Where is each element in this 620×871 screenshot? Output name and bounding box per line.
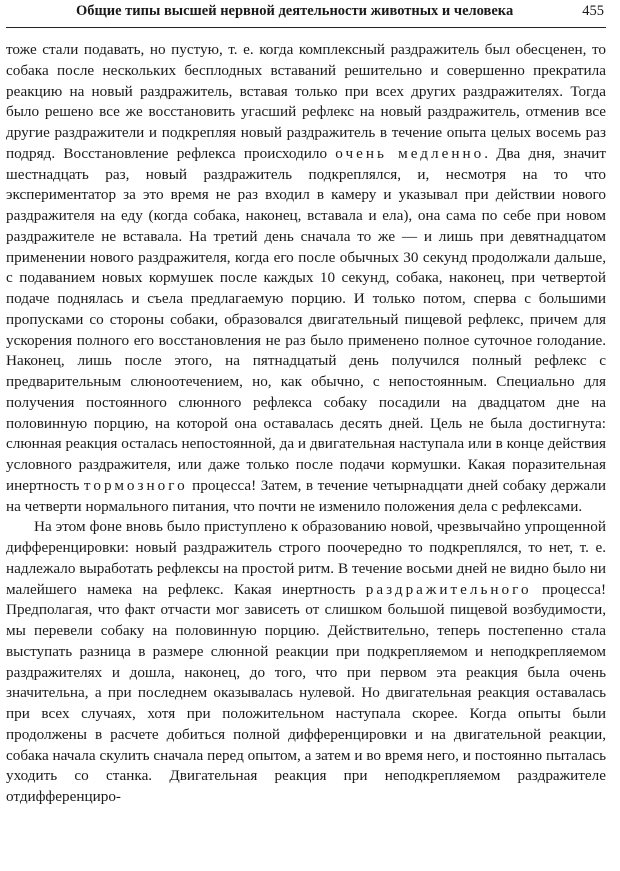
emphasis-spaced-excitatory: раздражительного <box>365 580 532 598</box>
emphasis-spaced-very-slowly: очень медленно <box>335 144 485 162</box>
paragraph-1-text-cont: . Два дня, значит шестнадцать раз, новый раздражитель подкреплялся, и, несмотря на то что экспериментатор за это время не раз входил в камеру и указывал при действии нового раздражителя на еду (когда собака, наконец, вставала и ела), она сама по себе при новом раздражителе не вставала. На третий день сначала то же — и лишь при девятнадцатом применении нового раздражителя, когда его после обычных 30 секунд продолжали дальше, с подаванием новых кормушек после каждых 10 секунд, собака, наконец, при четвертой подаче поднялась и съела предлагаемую порцию. И только потом, сперва с большими пропусками со стороны собаки, образовался двигательный пищевой рефлекс, причем для ускорения полного его восстановления не раз было применено полное суточное голодание. Наконец, лишь после этого, на пятнадцатый день получился полный рефлекс с предварительным слюноотечением, но, как обычно, с непостоянным. Специально для получения постоянного слюнного рефлекса собаку посадили на двадцатом дне на половинную порцию, на которой она оставалась десять дней. Цель не была достигнута: слюнная реакция осталась непостоянной, да и двигательная наступала или в конце действия условного раздражителя, или даже только после подачи кормушки. Какая поразительная инертность <box>6 144 607 494</box>
paragraph-2 <box>6 517 606 808</box>
paragraph-1 <box>6 40 606 517</box>
emphasis-spaced-inhibitory: тормозного <box>83 476 188 494</box>
running-header <box>6 0 606 28</box>
paragraph-1-text-end: процесса! Затем, в течение четырнадцати дней собаку держали на четверти нормального питания, что почти не изменило положения дела с рефлексами. <box>6 476 606 515</box>
body-text <box>6 40 606 808</box>
paragraph-1-text: тоже стали подавать, но пустую, т. е. когда комплексный раздражитель был обесценен, то собака после нескольких бесплодных вставаний решительно и совершенно прекратила реакцию на новый раздражитель, вставая только при всех других раздражителях. Тогда было решено все же восстановить угасший рефлекс на новый раздражитель, отменив все другие раздражители и подкрепляя новый раздражитель в течение опыта целых восемь раз подряд. Восстановление рефлекса происходило <box>6 41 606 162</box>
paragraph-2-text-end: процесса! Предполагая, что факт отчасти мог зависеть от слишком большой пищевой возбудимости, мы перевели собаку на половинную порцию. Действительно, теперь постепенно стала выступать разница в размере слюнной реакции при подкрепляемом и неподкрепляемом раздражителях и дошла, наконец, до того, что при первом эта реакция была очень значительна, а при последнем оказывалась нулевой. Но двигательная реакция оставалась при всех случаях, хотя при положительном наступала скорее. Когда опыты были продолжены в расчете добиться полной дифференцировки и на двигательной реакции, собака начала скулить сначала перед опытом, а затем и во время него, и постоянно пыталась уходить со станка. Двигательная реакция при неподкрепляемом раздражителе отдифференциро- <box>6 580 607 805</box>
paragraph-2-text: На этом фоне вновь было приступлено к образованию новой, чрезвычайно упрощенной дифференцировки: новый раздражитель строго поочередно то подкреплялся, то нет, т. е. надлежало выработать рефлексы на простой ритм. В течение восьми дней не видно было ни малейшего намека на рефлекс. Какая инертность <box>6 518 606 598</box>
page-number: 455 <box>582 3 604 19</box>
running-title: Общие типы высшей нервной деятельности животных и человека <box>76 3 514 19</box>
